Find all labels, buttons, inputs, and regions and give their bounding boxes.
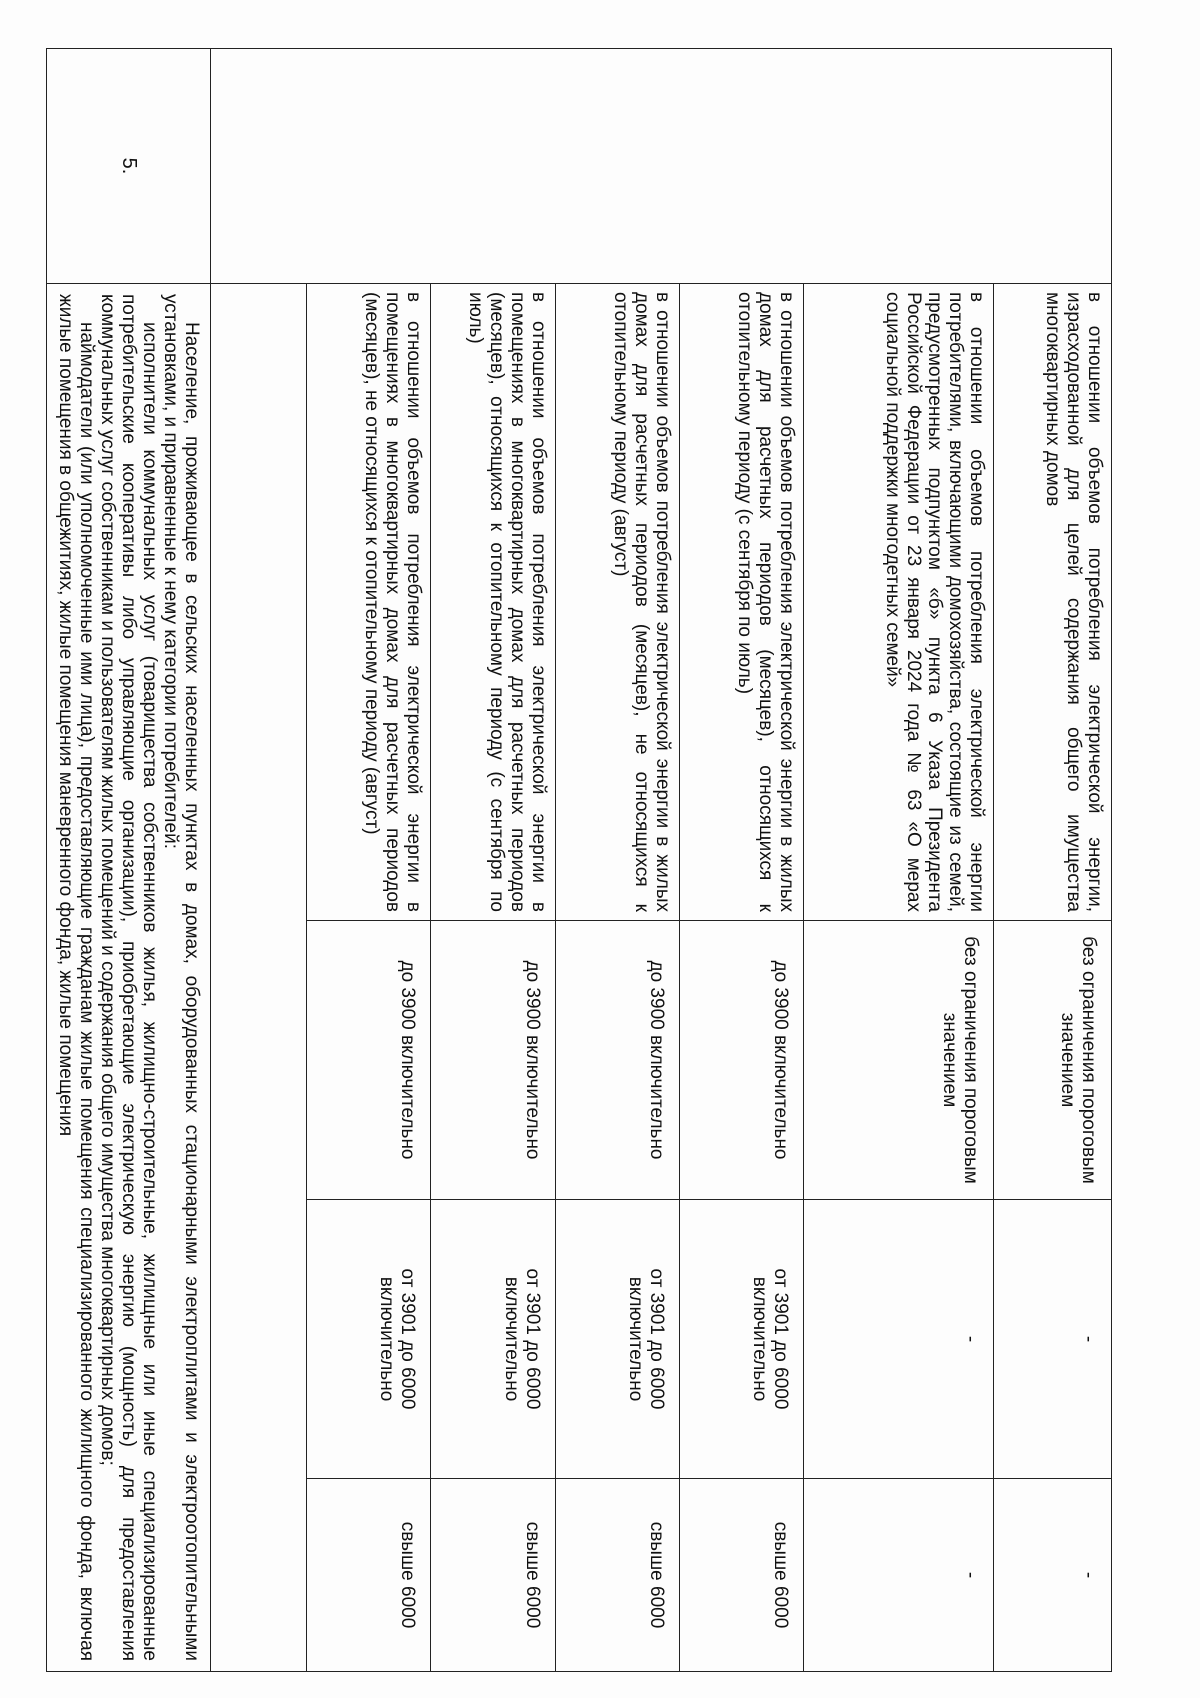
threshold-col2: до 3900 включительно	[431, 921, 556, 1200]
tariff-table	[46, 48, 1112, 1672]
threshold-col3: от 3901 до 6000 включительно	[556, 1200, 680, 1479]
threshold-col3: от 3901 до 6000 включительно	[431, 1200, 556, 1479]
table-row	[994, 49, 1112, 1672]
row-description: в отношении объемов потребления электрической энергии в жилых домах для расчетных периодов (месяцев), не относящихся к отопительному периоду (август)	[556, 284, 680, 921]
threshold-col4: свыше 6000	[556, 1479, 680, 1672]
threshold-col4: свыше 6000	[307, 1479, 431, 1672]
threshold-col4: -	[804, 1479, 994, 1672]
threshold-col4: свыше 6000	[431, 1479, 556, 1672]
section-number: 5.	[47, 49, 211, 284]
section-paragraph: Население, проживающее в сельских населенных пунктах в домах, оборудованных стационарными электроплитами и электроотопительными установками, и приравненные к нему категории потребителей:	[160, 294, 202, 1661]
table-row	[307, 49, 431, 1672]
table-row	[556, 49, 680, 1672]
section-5-text	[47, 284, 211, 1672]
threshold-col3: от 3901 до 6000 включительно	[307, 1200, 431, 1479]
threshold-col2: без ограничения пороговым значением	[804, 921, 994, 1200]
row-description: в отношении объемов потребления электрической энергии в помещениях в многоквартирных домах для расчетных периодов (месяцев), относящихся к отопительному периоду (с сентября по июль)	[431, 284, 556, 921]
row-description: в отношении объемов потребления электрической энергии, израсходованной для целей содержания общего имущества многоквартирных домов	[994, 284, 1112, 921]
empty-spacer-cell	[211, 284, 307, 1672]
table-row	[680, 49, 804, 1672]
threshold-col4: -	[994, 1479, 1112, 1672]
row-description: в отношении объемов потребления электрической энергии в жилых домах для расчетных периодов (месяцев), относящихся к отопительному периоду (с сентября по июль)	[680, 284, 804, 921]
threshold-col2: без ограничения пороговым значением	[994, 921, 1112, 1200]
threshold-col2: до 3900 включительно	[680, 921, 804, 1200]
row-description: в отношении объемов потребления электрической энергии потребителями, включающими домохозяйства, состоящие из семей, предусмотренных подпунктом «б» пункта 6 Указа Президента Российской Федерации от 23 января 2024 года № 63 «О мерах социальной поддержки многодетных семей»	[804, 284, 994, 921]
table-row	[211, 49, 307, 1672]
threshold-col3: -	[994, 1200, 1112, 1479]
section-5-row	[47, 49, 211, 1672]
table-row	[804, 49, 994, 1672]
threshold-col2: до 3900 включительно	[556, 921, 680, 1200]
threshold-col4: свыше 6000	[680, 1479, 804, 1672]
threshold-col3: -	[804, 1200, 994, 1479]
section-paragraph: исполнители коммунальных услуг (товарищества собственников жилья, жилищно-строительные, жилищные или иные специализированные потребительские кооперативы либо управляющие организации), приобретающие электрическую энергию (мощность) для предоставления коммунальных услуг собственникам и пользователям жилых помещений и содержания общего имущества многоквартирных домов;	[97, 294, 160, 1661]
table-row	[431, 49, 556, 1672]
threshold-col3: от 3901 до 6000 включительно	[680, 1200, 804, 1479]
section-paragraph: наймодатели (или уполномоченные ими лица), предоставляющие гражданам жилые помещения специализированного жилищного фонда, включая жилые помещения в общежитиях, жилые помещения маневренного фонда, жилые помещения	[55, 294, 97, 1661]
threshold-col2: до 3900 включительно	[307, 921, 431, 1200]
row-description: в отношении объемов потребления электрической энергии в помещениях в многоквартирных домах для расчетных периодов (месяцев), не относящихся к отопительному периоду (август)	[307, 284, 431, 921]
empty-number-cell	[211, 49, 1112, 284]
